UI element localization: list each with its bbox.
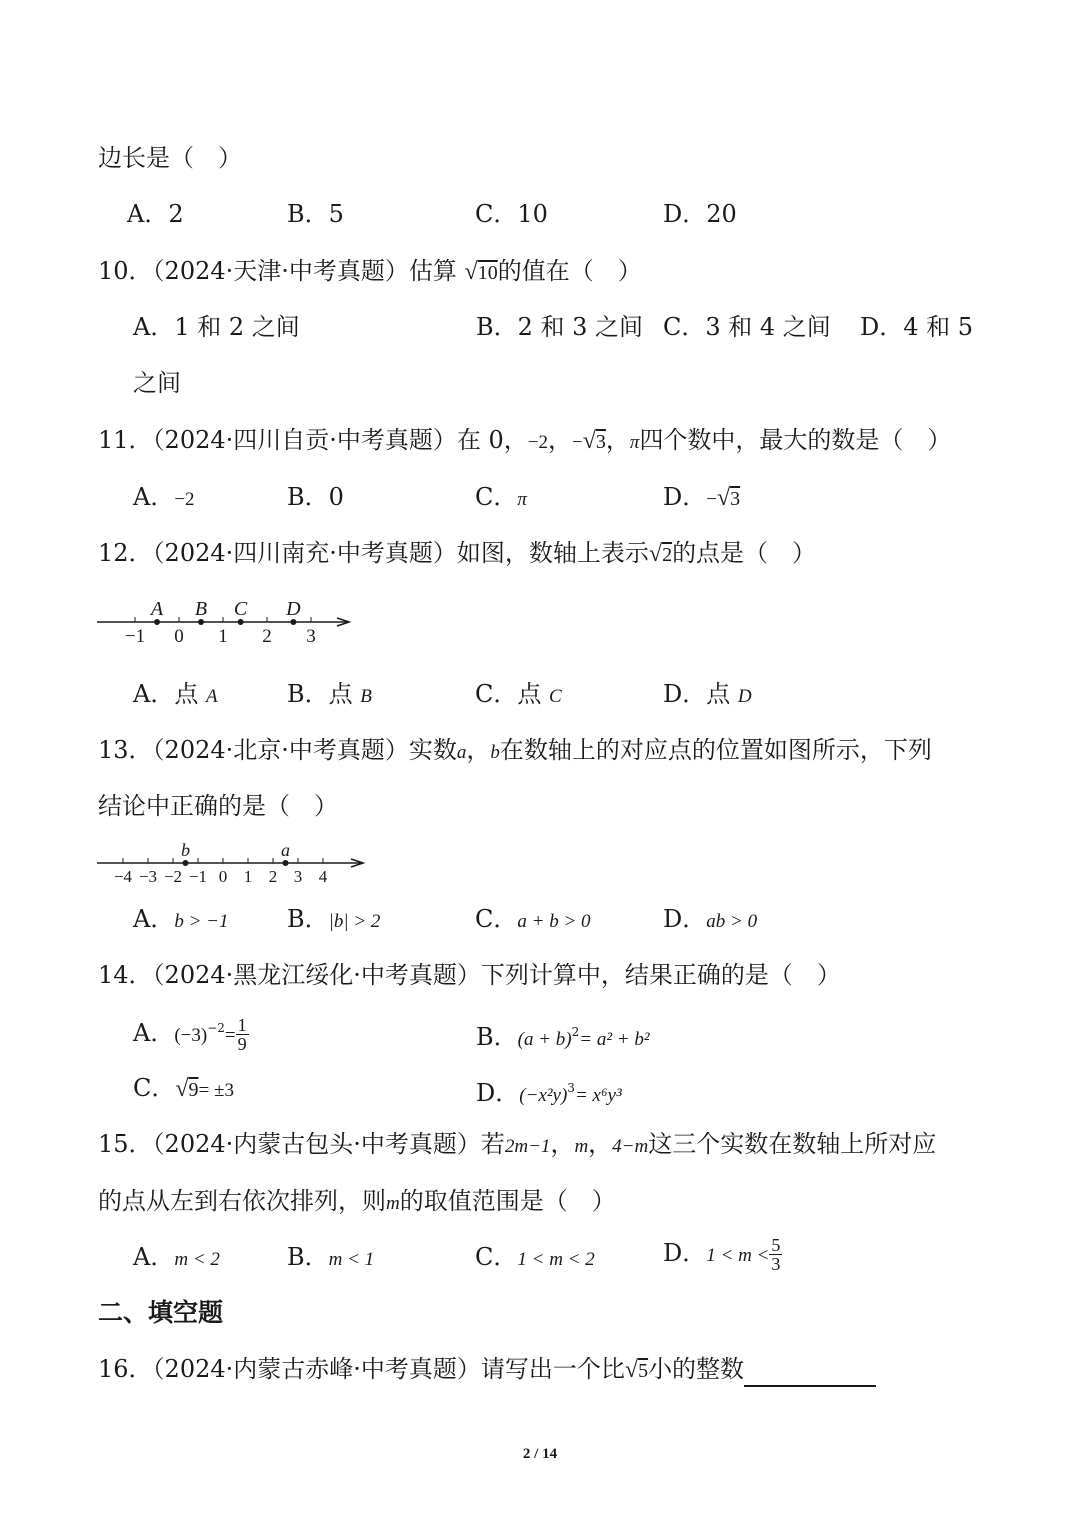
q16-stem: [98, 1353, 1000, 1387]
q9-option-b[interactable]: B．5: [287, 200, 344, 228]
q15-option-a-value: m < 2: [174, 1249, 220, 1270]
q13-stem-line2: 结论中正确的是（ ）: [98, 792, 338, 820]
q13-source: （2024·北京·中考真题）: [152, 736, 409, 764]
q15-text-b: 这三个实数在数轴上所对应: [648, 1130, 937, 1158]
q10-text-pre: 估算: [408, 257, 457, 285]
q12-number-line: [95, 592, 355, 652]
q15-expr-3: 4−m: [612, 1136, 649, 1157]
section-title-fill-in: 二、填空题: [98, 1298, 224, 1327]
q15-option-d[interactable]: [663, 1236, 782, 1273]
axis-tick-label: 1: [218, 626, 228, 647]
q12-option-a[interactable]: [133, 678, 218, 713]
axis-tick-label: 0: [174, 626, 184, 647]
q13-option-c-value: a + b > 0: [517, 911, 591, 932]
q13-option-c-label: C．: [475, 905, 518, 933]
q10-option-a[interactable]: A．1 和 2 之间: [133, 313, 300, 341]
axis-point-label: B: [194, 598, 208, 620]
q15-option-d-value: 1 < m <: [706, 1245, 770, 1266]
sqrt-icon: √: [464, 259, 478, 285]
q14-option-c-label: C．: [133, 1074, 176, 1102]
sqrt-icon: √: [582, 428, 596, 454]
q15-expr-1: 2m−1: [504, 1136, 551, 1157]
axis-point-label: a: [281, 840, 290, 860]
q15-expr-2: m: [574, 1136, 589, 1157]
q13-option-b-value: |b| > 2: [328, 911, 381, 932]
sqrt-icon: √: [624, 1357, 639, 1383]
q12-option-c-point: C: [549, 686, 562, 707]
q13-option-b[interactable]: [287, 903, 380, 938]
q13-option-d-label: D．: [663, 905, 707, 933]
axis-point-label: b: [181, 840, 190, 860]
axis-tick-label: 2: [268, 867, 278, 886]
q12-number: 12．: [98, 539, 153, 567]
q14-a-num: 1: [237, 1015, 247, 1035]
q10-source: （2024·天津·中考真题）: [152, 257, 409, 285]
q14-d-rhs: = x⁶y³: [574, 1085, 622, 1106]
q14-a-den: 9: [237, 1034, 247, 1054]
axis-tick-label: 0: [218, 867, 228, 886]
axis-tick-label: 4: [318, 867, 328, 886]
q14-c-radicand: 9: [188, 1079, 199, 1101]
q14-d-exp: 3: [567, 1081, 575, 1095]
q12-stem: [98, 537, 1000, 571]
axis-tick-label: 3: [293, 867, 303, 886]
q10-option-d[interactable]: D．4 和 5: [860, 313, 974, 341]
q14-a-base: (−3): [174, 1025, 208, 1046]
q12-text-post: 的点是（ ）: [672, 539, 817, 567]
q15-stem: [98, 1128, 1000, 1163]
q12-radicand: 2: [662, 544, 673, 566]
q11-option-a-label: A．: [133, 483, 175, 511]
q9-option-a[interactable]: A．2: [127, 200, 184, 228]
q15-d-num: 5: [771, 1235, 781, 1255]
q15-source: （2024·内蒙古包头·中考真题）: [152, 1130, 481, 1158]
q10-option-b[interactable]: B．2 和 3 之间: [476, 313, 644, 341]
q14-text: 下列计算中，结果正确的是（ ）: [480, 961, 841, 989]
q12-source: （2024·四川南充·中考真题）: [152, 539, 457, 567]
q14-stem: [98, 959, 1000, 991]
q14-option-b-label: B．: [476, 1023, 518, 1051]
q11-option-b[interactable]: [287, 481, 344, 513]
q10-option-c[interactable]: C．3 和 4 之间: [663, 313, 831, 341]
q11-number: 11．: [98, 426, 153, 454]
q16-radicand: 5: [638, 1360, 649, 1382]
q11-option-a-value: −2: [174, 489, 195, 510]
q15-option-b-label: B．: [287, 1243, 329, 1271]
page-number: 2 / 14: [522, 1446, 558, 1462]
axis-tick-label: 3: [306, 626, 316, 647]
axis-point: [283, 860, 289, 866]
q14-a-fraction: [236, 1016, 249, 1053]
q11-option-c[interactable]: [475, 481, 527, 516]
q14-b-exp: 2: [571, 1025, 580, 1039]
q15-option-c-label: C．: [475, 1243, 518, 1271]
q12-option-b[interactable]: [287, 678, 372, 713]
axis-point-label: C: [233, 598, 248, 620]
q13-option-d[interactable]: [663, 903, 757, 938]
q14-b-base: (a + b): [517, 1029, 572, 1050]
q16-source: （2024·内蒙古赤峰·中考真题）: [152, 1355, 481, 1383]
q14-c-rhs: = ±3: [198, 1080, 234, 1101]
sqrt-icon: √: [648, 541, 663, 567]
q16-answer-blank[interactable]: [744, 1359, 876, 1387]
q13-number-line: [95, 835, 375, 890]
sqrt-icon: √: [175, 1076, 189, 1102]
q14-option-b[interactable]: [476, 1016, 650, 1056]
q15-stem-line2: [98, 1185, 1000, 1220]
q11-n1: −2: [527, 432, 549, 453]
q11-n2-sign: −: [572, 432, 583, 453]
q16-number: 16．: [98, 1355, 153, 1383]
q12-text-pre: 如图，数轴上表示: [456, 539, 649, 567]
q13-var-b: b: [490, 742, 500, 763]
sqrt-icon: √: [716, 485, 731, 511]
q11-n2-radicand: 3: [595, 431, 606, 453]
q14-b-rhs: = a² + b²: [579, 1029, 650, 1050]
q11-option-b-label: B．: [287, 483, 329, 511]
q10-text-post: 的值在（ ）: [497, 257, 642, 285]
axis-point-label: D: [286, 598, 301, 620]
q10-stem: [98, 255, 1000, 289]
q16-text-pre: 请写出一个比: [480, 1355, 625, 1383]
q12-option-a-point: A: [205, 686, 218, 707]
q9-option-c[interactable]: C．10: [475, 200, 548, 228]
q11-n3: π: [629, 432, 640, 453]
axis-tick-label: 2: [262, 626, 272, 647]
q13-var-a: a: [456, 742, 467, 763]
q15-option-c[interactable]: [475, 1241, 595, 1276]
q15-option-d-label: D．: [663, 1239, 707, 1267]
q14-option-d-label: D．: [476, 1079, 520, 1107]
q14-a-eq: =: [224, 1025, 236, 1046]
q10-number: 10．: [98, 257, 153, 285]
axis-tick-label: −1: [124, 626, 146, 647]
q11-option-c-label: C．: [475, 483, 518, 511]
q11-option-d-label: D．: [663, 483, 707, 511]
q13-option-a-label: A．: [133, 905, 175, 933]
q9-stem-tail: 边长是（ ）: [98, 144, 242, 172]
q11-sep: ，: [548, 426, 573, 454]
q12-option-b-point: B: [360, 686, 372, 707]
q15-option-a-label: A．: [133, 1243, 175, 1271]
q13-number: 13．: [98, 736, 153, 764]
q13-stem: [98, 734, 1000, 769]
q15-sep-1: ，: [550, 1130, 575, 1158]
q15-line2-b: 的取值范围是（ ）: [399, 1187, 616, 1215]
q12-option-d-point: D: [737, 686, 752, 707]
q11-option-c-value: π: [517, 489, 527, 510]
q15-sep-2: ，: [588, 1130, 613, 1158]
q15-text-a: 若: [480, 1130, 505, 1158]
q11-option-a[interactable]: [133, 481, 195, 516]
q15-number: 15．: [98, 1130, 153, 1158]
q15-line2-var: m: [386, 1193, 400, 1214]
q14-option-a[interactable]: [133, 1012, 249, 1053]
q15-option-b-value: m < 1: [328, 1249, 375, 1270]
q14-option-a-label: A．: [133, 1019, 175, 1047]
q14-option-c[interactable]: [133, 1072, 234, 1107]
axis-tick-label: −3: [138, 867, 158, 886]
q13-option-d-value: ab > 0: [706, 911, 758, 932]
q9-option-d[interactable]: D．20: [663, 200, 737, 228]
q15-option-b[interactable]: [287, 1241, 374, 1276]
q16-text-post: 小的整数: [648, 1355, 745, 1383]
q14-number: 14．: [98, 961, 153, 989]
q13-text-a: 实数: [408, 736, 457, 764]
q12-option-d-label: D．点: [663, 680, 731, 708]
q13-option-c[interactable]: [475, 903, 591, 938]
q14-a-exp: −2: [207, 1021, 225, 1035]
q12-option-d[interactable]: [663, 678, 752, 713]
axis-point: [183, 860, 189, 866]
q10-option-d-wrap: 之间: [133, 369, 181, 397]
q12-option-b-label: B．点: [287, 680, 353, 708]
axis-point-label: A: [150, 598, 164, 620]
axis-tick-label: −4: [113, 867, 133, 886]
q11-option-d-sign: −: [706, 489, 717, 510]
q12-option-c[interactable]: [475, 678, 562, 713]
q12-option-c-label: C．点: [475, 680, 542, 708]
q11-sep-2: ，: [605, 426, 630, 454]
q13-sep: ，: [466, 736, 491, 764]
q11-source: （2024·四川自贡·中考真题）: [152, 426, 457, 454]
q14-option-d[interactable]: [476, 1072, 622, 1112]
q11-option-d[interactable]: [663, 481, 740, 516]
q11-option-b-value: 0: [328, 483, 344, 511]
q13-option-b-label: B．: [287, 905, 329, 933]
q15-d-fraction: [769, 1236, 782, 1273]
q11-text-a: 在 0，: [456, 426, 528, 454]
axis-tick-label: −1: [188, 867, 208, 886]
axis-tick-label: 1: [243, 867, 253, 886]
q15-option-a[interactable]: [133, 1241, 220, 1276]
q14-source: （2024·黑龙江绥化·中考真题）: [152, 961, 481, 989]
q13-option-a[interactable]: [133, 903, 229, 938]
q11-stem: [98, 424, 1000, 459]
q13-option-a-value: b > −1: [174, 911, 229, 932]
q12-option-a-label: A．点: [133, 680, 199, 708]
q15-d-den: 3: [771, 1254, 781, 1274]
q11-text-b: 四个数中，最大的数是（ ）: [639, 426, 952, 454]
q11-option-d-value: 3: [730, 488, 741, 510]
q15-line2-a: 的点从左到右依次排列，则: [98, 1187, 386, 1215]
q10-radicand: 10: [477, 262, 498, 284]
q13-text-b: 在数轴上的对应点的位置如图所示，下列: [499, 736, 932, 764]
axis-tick-label: −2: [163, 867, 183, 886]
q14-d-lhs: (−x²y): [519, 1085, 568, 1106]
q15-option-c-value: 1 < m < 2: [517, 1249, 595, 1270]
